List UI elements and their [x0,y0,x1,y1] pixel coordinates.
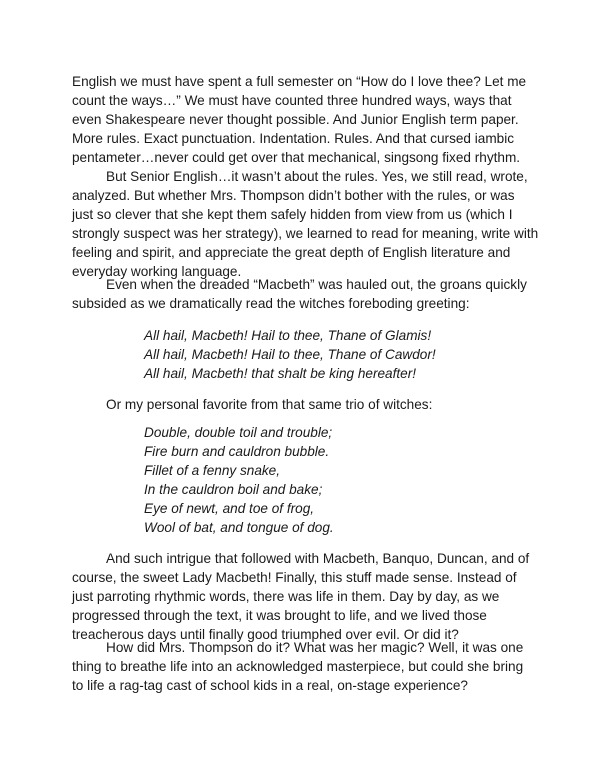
text-line: English we must have spent a full semester on “How do I love thee? Let me [72,74,527,89]
verse-line: Fillet of a fenny snake, [144,463,281,478]
verse-witches-chant [144,423,544,537]
text-line: But Senior English…it wasn’t about the rules. Yes, we still read, wrote, [106,169,528,184]
text-line: to life a rag-tag cast of school kids in a real, on-stage experience? [72,678,468,693]
text-line: count the ways…” We must have counted three hundred ways, ways that [72,93,512,108]
paragraph-english-rules [72,72,562,167]
text-line: even Shakespeare never thought possible. And Junior English term paper. [72,112,519,127]
text-line: strongly suspect was her strategy), we learned to read for meaning, write with [72,226,539,241]
verse-witches-greeting [144,326,544,383]
text-line: How did Mrs. Thompson do it? What was her magic? Well, it was one [106,640,524,655]
text-line: subsided as we dramatically read the witches foreboding greeting: [72,296,470,311]
text-line: treacherous days until finally good triumphed over evil. Or did it? [72,627,459,642]
verse-line: In the cauldron boil and bake; [144,482,323,497]
text-line: feeling and spirit, and appreciate the great depth of English literature and [72,245,511,260]
text-line: just so clever that she kept them safely hidden from view from us (which I [72,207,513,222]
verse-line: Double, double toil and trouble; [144,425,333,440]
paragraph-intrigue [72,549,562,644]
verse-line: Fire burn and cauldron bubble. [144,444,330,459]
verse-line: All hail, Macbeth! Hail to thee, Thane of Cawdor! [144,347,436,362]
paragraph-macbeth-intro [72,275,562,313]
text-line: course, the sweet Lady Macbeth! Finally, this stuff made sense. Instead of [72,570,517,585]
text-line: And such intrigue that followed with Macbeth, Banquo, Duncan, and of [106,551,530,566]
text-line: Even when the dreaded “Macbeth” was hauled out, the groans quickly [106,277,527,292]
verse-line: Eye of newt, and toe of frog, [144,501,315,516]
text-line: analyzed. But whether Mrs. Thompson didn’t bother with the rules, or was [72,188,515,203]
text-line: Or my personal favorite from that same trio of witches: [106,397,433,412]
text-line: More rules. Exact punctuation. Indentation. Rules. And that cursed iambic [72,131,515,146]
paragraph-favorite [72,395,562,414]
verse-line: All hail, Macbeth! that shalt be king hereafter! [144,366,417,381]
text-line: just parroting rhythmic words, there was life in them. Day by day, as we [72,589,500,604]
verse-line: All hail, Macbeth! Hail to thee, Thane of Glamis! [144,328,432,343]
text-line: thing to breathe life into an acknowledged masterpiece, but could she bring [72,659,524,674]
paragraph-magic [72,638,562,695]
paragraph-senior-english [72,167,562,281]
verse-line: Wool of bat, and tongue of dog. [144,520,334,535]
text-line: everyday working language. [72,264,242,279]
text-line: pentameter…never could get over that mechanical, singsong fixed rhythm. [72,150,521,165]
text-line: progressed through the text, it was brought to life, and we lived those [72,608,487,623]
